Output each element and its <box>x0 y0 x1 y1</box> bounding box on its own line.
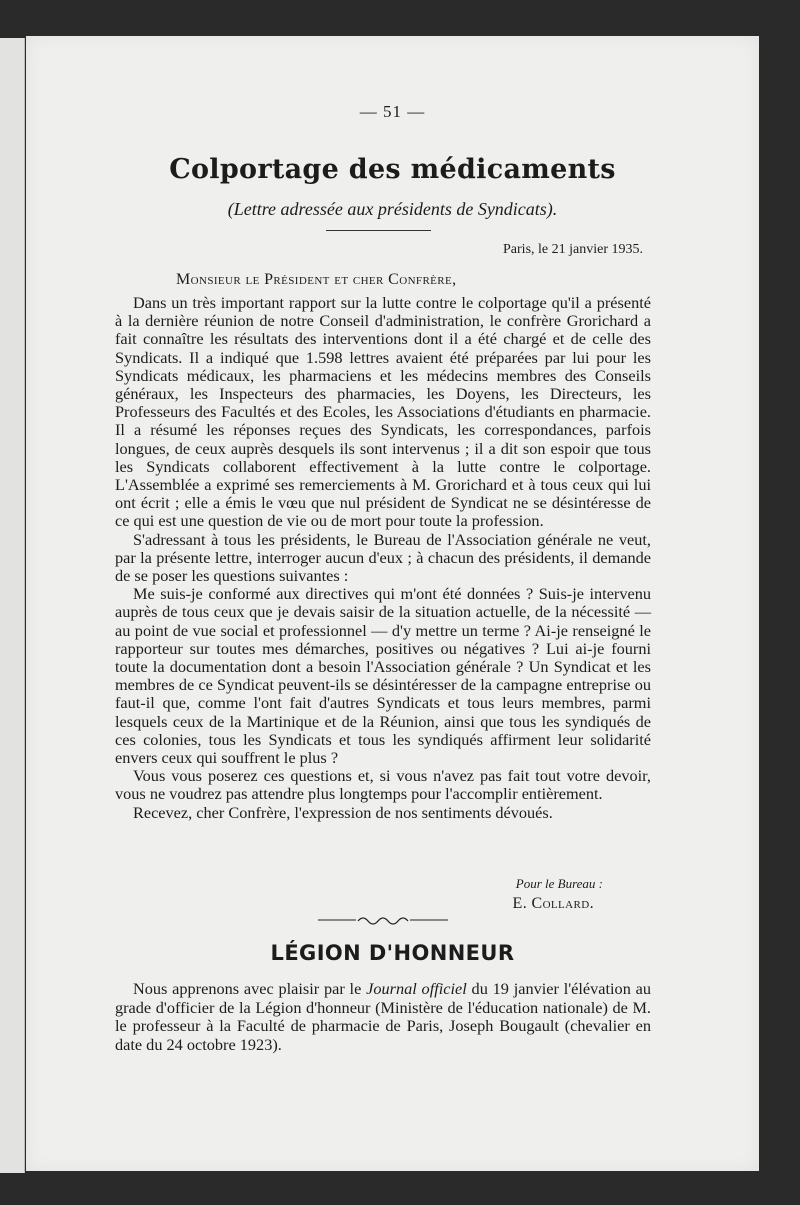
salutation: Monsieur le Président et cher Confrère, <box>176 271 457 288</box>
paragraph: Recevez, cher Confrère, l'expression de nos sentiments dévoués. <box>133 802 553 822</box>
text-after: du 19 janvier l'élévation au grade d'officier de la Légion d'honneur (Ministère de l'éducation nationale) de M. le professeur à la Faculté de pharmacie de Paris, Joseph Bougault (chevalier en date du 24 octobre 1923). <box>115 979 651 1054</box>
dateline: Paris, le 21 janvier 1935. <box>503 242 643 257</box>
journal-title: Journal officiel <box>366 979 467 998</box>
signature-line: Pour le Bureau : <box>515 876 603 891</box>
title-divider <box>326 230 431 231</box>
article-title: Colportage des médicaments <box>169 154 616 185</box>
paragraph: Vous vous poserez ces questions et, si vous n'avez pas fait tout votre devoir, vous ne voudrez pas attendre plus longtemps pour l'accomplir entièrement. <box>115 766 651 804</box>
letter-body <box>115 294 651 822</box>
text-before: Nous apprenons avec plaisir par le <box>133 979 367 998</box>
document-page <box>26 36 759 1171</box>
paragraph: Me suis-je conformé aux directives qui m'ont été données ? Suis-je intervenu auprès de tous ceux que je devais saisir de la situation actuelle, de la nécessité — au point de vue social et professionnel — d'y mettre un terme ? Ai-je renseigné le rapporteur sur toutes mes démarches, positives ou négatives ? Lui ai-je fourni toute la documentation dont a besoin l'Association générale ? Un Syndicat et les membres de ce Syndicat peuvent-ils se désintéresser de la campagne entreprise ou faut-il que, comme l'ont fait d'autres Syndicats et tous leurs membres, parmi lesquels ceux de la Martinique et de la Réunion, ainsi que tous les syndiqués de ces colonies, tous les Syndicats et tous les syndiqués affirment leur solidarité envers ceux qui souffrent le plus ? <box>115 584 651 768</box>
page-number: — 51 — <box>359 102 426 121</box>
paragraph: Dans un très important rapport sur la lutte contre le colportage qu'il a présenté à la dernière réunion de notre Conseil d'administration, le confrère Grorichard a fait connaître les résultats des interventions dont il a été chargé et de celle des Syndicats. Il a indiqué que 1.598 lettres avaient été préparées par lui pour les Syndicats médicaux, les pharmaciens et les médecins membres des Conseils généraux, les Inspecteurs des pharmacies, les Doyens, les Directeurs, les Professeurs des Facultés et des Ecoles, les Associations d'étudiants en pharmacie. Il a résumé les réponses reçues des Syndicats, les correspondances, parfois longues, de ceux auprès desquels ils sont intervenus ; il a dit son espoir que tous les Syndicats collaborent effectivement à la lutte contre le colportage. L'Assemblée a exprimé ses remerciements à M. Grorichard et à tous ceux qui lui ont écrit ; elle a émis le vœu que nul président de Syndicat ne se désintéresse de ce qui est une question de vie ou de mort pour toute la profession. <box>115 293 651 531</box>
paragraph: S'adressant à tous les présidents, le Bureau de l'Association générale ne veut, par la présente lettre, interroger aucun d'eux ; à chacun des présidents, il demande de se poser les questions suivantes : <box>115 529 651 586</box>
signature-name: E. Collard. <box>512 895 594 912</box>
section-body <box>115 980 651 1054</box>
paragraph <box>115 980 651 1054</box>
adjacent-page-edge <box>0 38 25 1173</box>
ornament-divider <box>318 912 448 926</box>
section-title: LÉGION D'HONNEUR <box>270 941 515 965</box>
article-subtitle: (Lettre adressée aux présidents de Syndicats). <box>227 199 558 219</box>
